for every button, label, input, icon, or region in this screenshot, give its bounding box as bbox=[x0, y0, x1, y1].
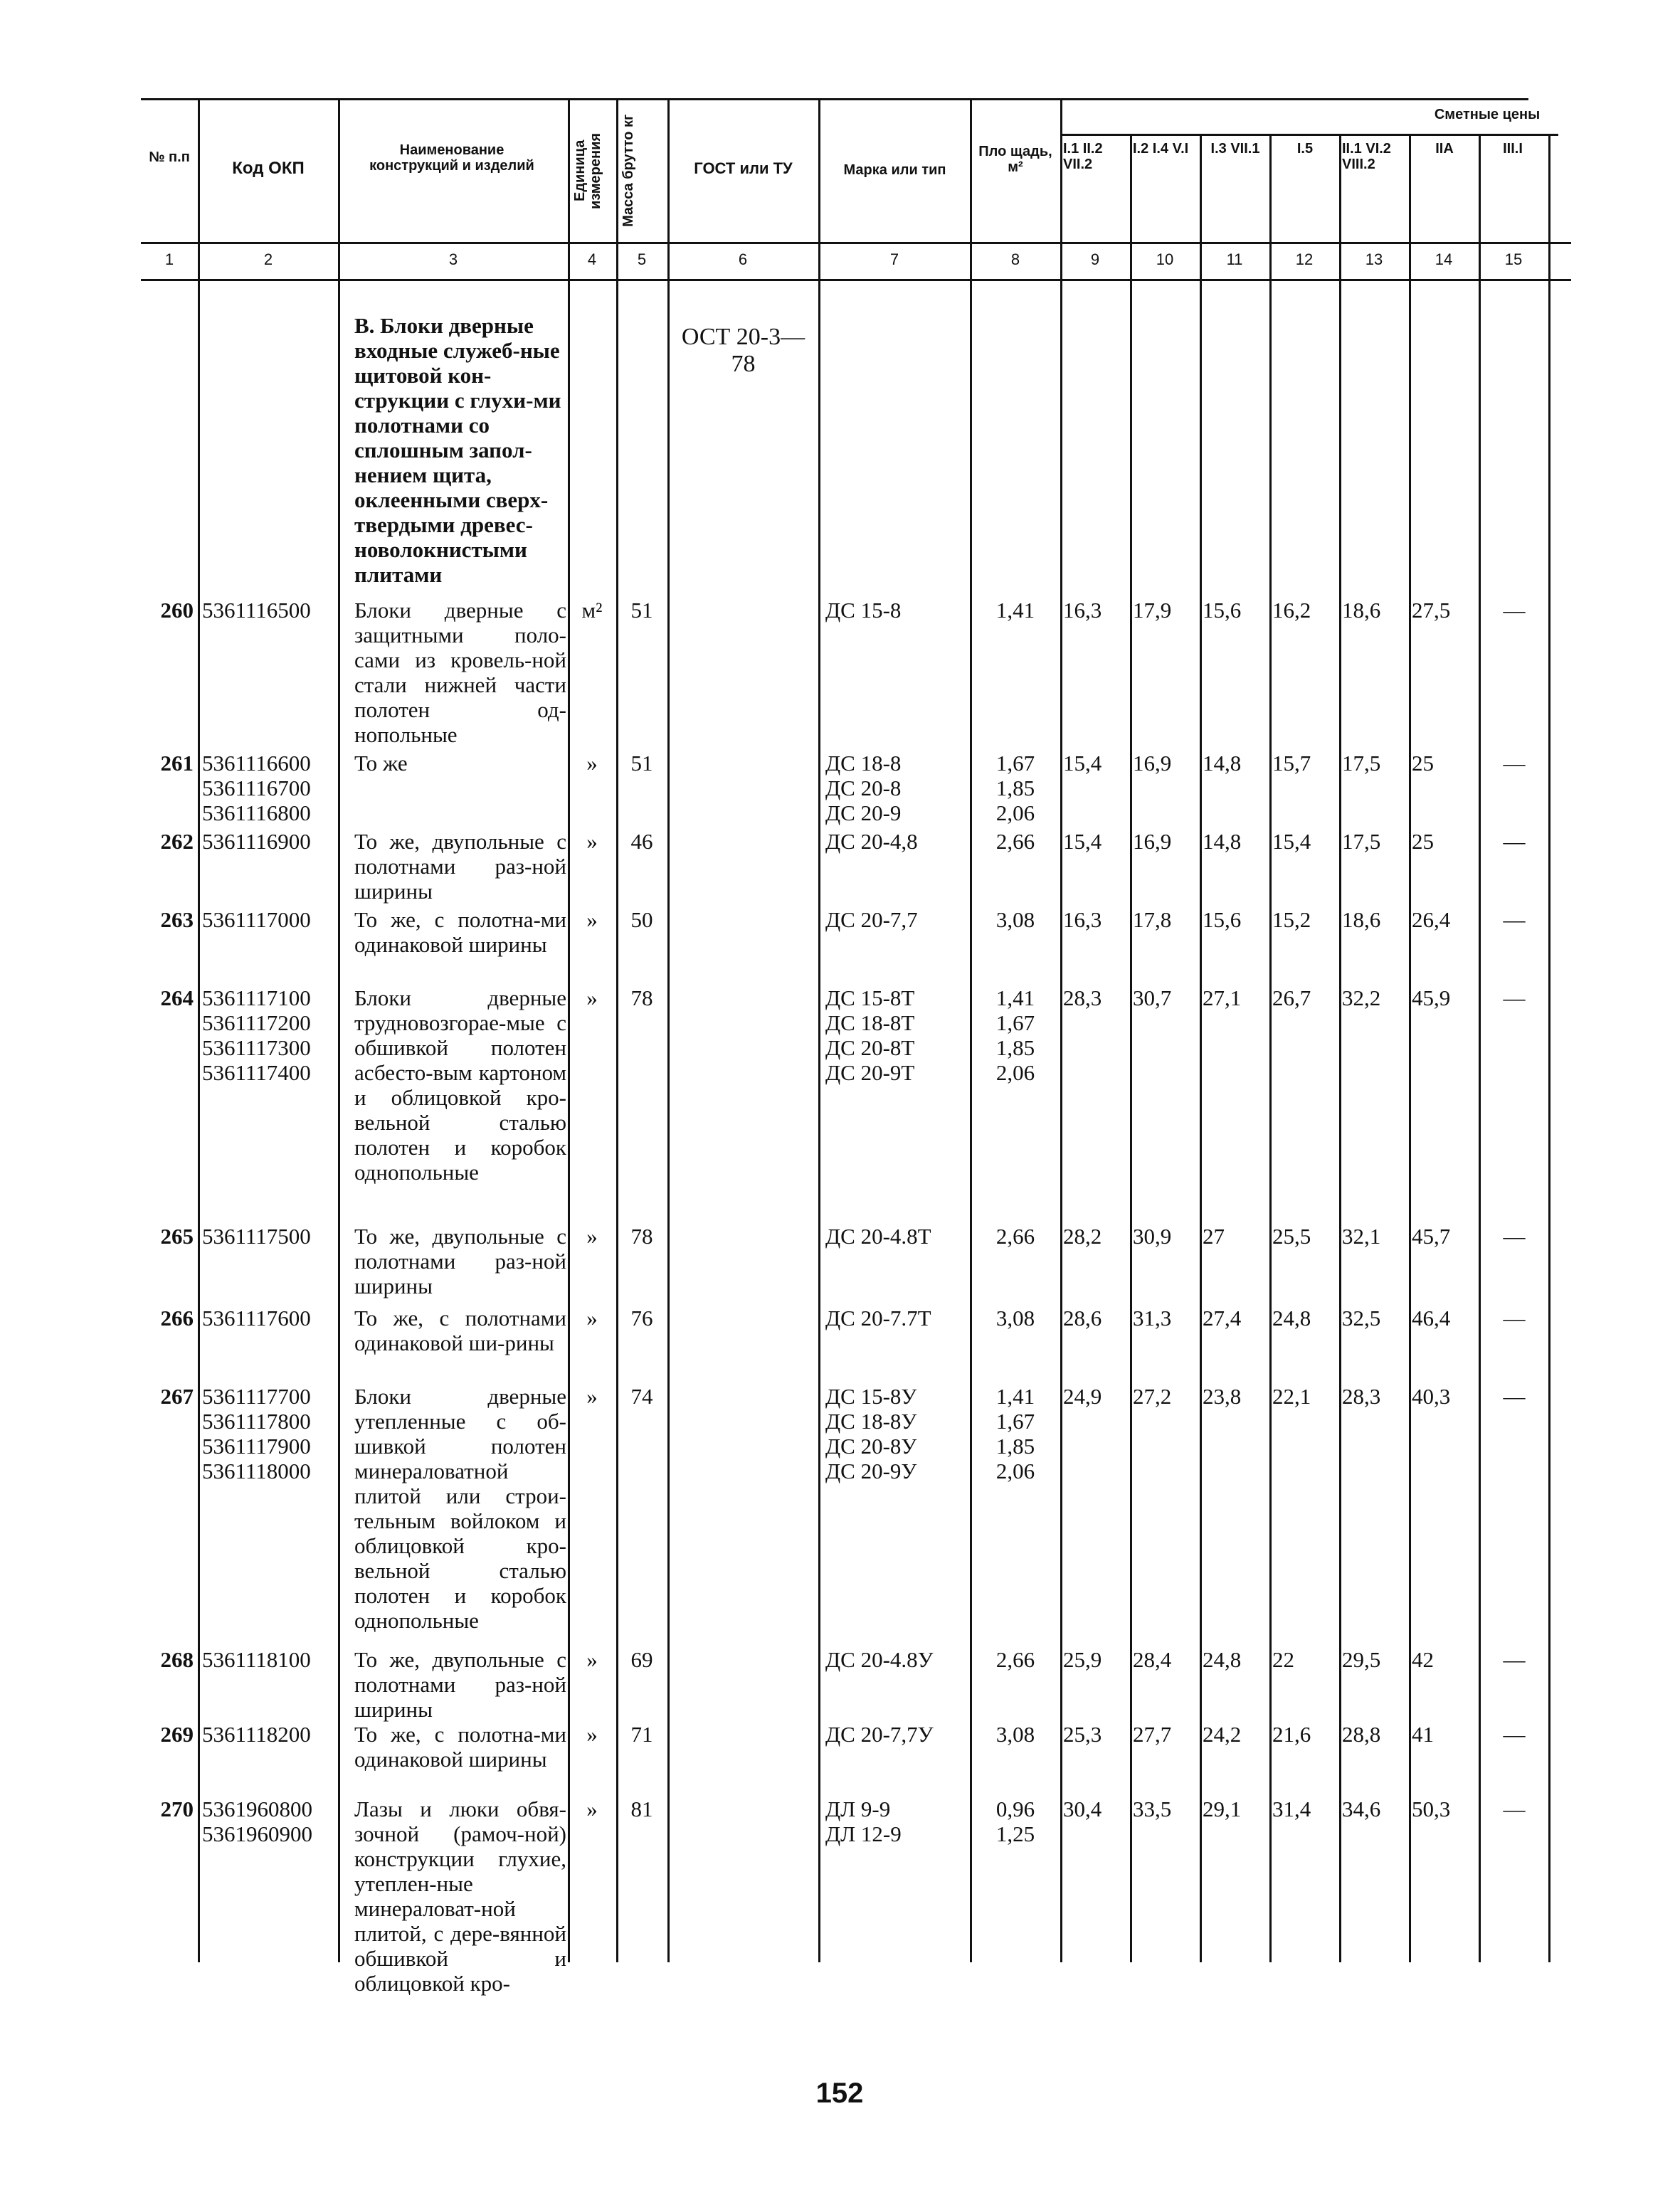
mass: 50 bbox=[630, 907, 653, 932]
col-rule bbox=[616, 98, 618, 1962]
price-col-14: 25 bbox=[1412, 751, 1434, 776]
mark-type: ДС 20-7,7 bbox=[825, 907, 918, 932]
price-col-11: 24,2 bbox=[1203, 1722, 1242, 1747]
price-col-10: 16,9 bbox=[1133, 751, 1172, 776]
col-header-9: I.1 II.2 VII.2 bbox=[1063, 141, 1103, 172]
section-title: В. Блоки дверные входные служеб-ные щитовой кон-струкции с глухи-ми полотнами со сплошным запол-нением щита, оклеенными сверх-твердыми древес-новолокнистыми плитами bbox=[354, 313, 561, 587]
price-col-10: 17,9 bbox=[1133, 598, 1172, 623]
mark-type: ДС 20-4.8У bbox=[825, 1647, 934, 1672]
price-col-15: — bbox=[1503, 1384, 1526, 1409]
col-header-code: Код ОКП bbox=[232, 159, 305, 178]
okp-code: 5361117500 bbox=[202, 1224, 311, 1249]
okp-code: 5361117100 5361117200 5361117300 5361117400 bbox=[202, 985, 311, 1085]
row-number: 264 bbox=[160, 985, 194, 1010]
price-group-title: Сметные цены bbox=[1434, 107, 1541, 122]
col-number: 8 bbox=[1010, 250, 1020, 268]
area: 0,96 1,25 bbox=[995, 1797, 1035, 1846]
area: 2,66 bbox=[995, 1224, 1035, 1249]
price-col-9: 28,3 bbox=[1063, 985, 1102, 1010]
col-rule bbox=[568, 98, 570, 1962]
col-header-10: I.2 I.4 V.I bbox=[1133, 141, 1189, 157]
area: 1,41 bbox=[995, 598, 1035, 623]
col-number: 12 bbox=[1295, 250, 1314, 268]
price-col-11: 14,8 bbox=[1203, 751, 1242, 776]
price-col-9: 25,3 bbox=[1063, 1722, 1102, 1747]
price-col-10: 27,2 bbox=[1133, 1384, 1172, 1409]
col-header-no: № п.п bbox=[149, 149, 190, 165]
item-name: То же, с полотнами одинаковой ши-рины bbox=[354, 1306, 566, 1355]
mass: 46 bbox=[630, 829, 653, 854]
mark-type: ДС 15-8 bbox=[825, 598, 902, 623]
unit: » bbox=[586, 907, 598, 932]
okp-code: 5361118100 bbox=[202, 1647, 311, 1672]
price-col-12: 24,8 bbox=[1272, 1306, 1311, 1330]
price-col-13: 18,6 bbox=[1342, 598, 1381, 623]
price-col-11: 14,8 bbox=[1203, 829, 1242, 854]
area: 2,66 bbox=[995, 829, 1035, 854]
area: 2,66 bbox=[995, 1647, 1035, 1672]
col-number: 1 bbox=[164, 250, 174, 268]
col-header-13: II.1 VI.2 VIII.2 bbox=[1342, 141, 1391, 172]
price-col-10: 17,8 bbox=[1133, 907, 1172, 932]
price-col-12: 25,5 bbox=[1272, 1224, 1311, 1249]
row-number: 266 bbox=[160, 1306, 194, 1330]
col-number: 3 bbox=[448, 250, 458, 268]
unit: » bbox=[586, 1647, 598, 1672]
price-col-12: 26,7 bbox=[1272, 985, 1311, 1010]
mark-type: ДЛ 9-9 ДЛ 12-9 bbox=[825, 1797, 902, 1846]
mass: 69 bbox=[630, 1647, 653, 1672]
col-header-unit: Единица измерения bbox=[572, 132, 603, 209]
item-name: То же, двупольные с полотнами раз-ной ширины bbox=[354, 1224, 566, 1298]
col-header-11: I.3 VII.1 bbox=[1210, 141, 1260, 157]
mark-type: ДС 20-4.8Т bbox=[825, 1224, 931, 1249]
table-top-rule bbox=[141, 98, 1528, 100]
price-col-9: 25,9 bbox=[1063, 1647, 1102, 1672]
unit: » bbox=[586, 1797, 598, 1821]
mark-type: ДС 20-7,7У bbox=[825, 1722, 934, 1747]
price-col-10: 16,9 bbox=[1133, 829, 1172, 854]
price-col-10: 30,9 bbox=[1133, 1224, 1172, 1249]
price-col-13: 17,5 bbox=[1342, 829, 1381, 854]
price-col-9: 15,4 bbox=[1063, 829, 1102, 854]
area: 3,08 bbox=[995, 907, 1035, 932]
mass: 74 bbox=[630, 1384, 653, 1409]
col-number: 4 bbox=[587, 250, 597, 268]
price-col-9: 28,2 bbox=[1063, 1224, 1102, 1249]
col-rule bbox=[818, 98, 820, 1962]
mark-type: ДС 15-8Т ДС 18-8Т ДС 20-8Т ДС 20-9Т bbox=[825, 985, 915, 1085]
price-col-15: — bbox=[1503, 985, 1526, 1010]
price-col-14: 46,4 bbox=[1412, 1306, 1451, 1330]
price-col-14: 40,3 bbox=[1412, 1384, 1451, 1409]
row-number: 261 bbox=[160, 751, 194, 776]
price-col-15: — bbox=[1503, 751, 1526, 776]
price-col-11: 23,8 bbox=[1203, 1384, 1242, 1409]
col-rule bbox=[1060, 98, 1062, 1962]
mass: 71 bbox=[630, 1722, 653, 1747]
item-name: Лазы и люки обвя-зочной (рамоч-ной) конструкции глухие, утеплен-ные минераловат-ной плитой, с дере-вянной обшивкой и облицовкой кро- bbox=[354, 1797, 566, 1996]
mass: 51 bbox=[630, 751, 653, 776]
price-col-9: 16,3 bbox=[1063, 907, 1102, 932]
okp-code: 5361116600 5361116700 5361116800 bbox=[202, 751, 311, 825]
price-col-12: 22,1 bbox=[1272, 1384, 1311, 1409]
price-col-13: 29,5 bbox=[1342, 1647, 1381, 1672]
mass: 78 bbox=[630, 1224, 653, 1249]
mass: 51 bbox=[630, 598, 653, 623]
col-number: 5 bbox=[637, 250, 647, 268]
page-number: 152 bbox=[815, 2078, 864, 2109]
col-rule bbox=[1200, 134, 1202, 1962]
okp-code: 5361117000 bbox=[202, 907, 311, 932]
mark-type: ДС 15-8У ДС 18-8У ДС 20-8У ДС 20-9У bbox=[825, 1384, 917, 1483]
price-col-13: 34,6 bbox=[1342, 1797, 1381, 1821]
price-col-12: 22 bbox=[1272, 1647, 1294, 1672]
price-col-11: 15,6 bbox=[1203, 907, 1242, 932]
col-rule bbox=[1269, 134, 1272, 1962]
col-number: 14 bbox=[1435, 250, 1453, 268]
price-col-13: 32,1 bbox=[1342, 1224, 1381, 1249]
price-col-12: 21,6 bbox=[1272, 1722, 1311, 1747]
okp-code: 5361118200 bbox=[202, 1722, 311, 1747]
okp-code: 5361117700 5361117800 5361117900 5361118000 bbox=[202, 1384, 311, 1483]
price-col-13: 18,6 bbox=[1342, 907, 1381, 932]
mass: 78 bbox=[630, 985, 653, 1010]
row-number: 263 bbox=[160, 907, 194, 932]
col-rule bbox=[1548, 134, 1550, 1962]
price-col-15: — bbox=[1503, 907, 1526, 932]
row-number: 267 bbox=[160, 1384, 194, 1409]
area: 1,41 1,67 1,85 2,06 bbox=[995, 1384, 1035, 1483]
col-header-15: III.I bbox=[1503, 141, 1523, 157]
price-col-15: — bbox=[1503, 1797, 1526, 1821]
okp-code: 5361117600 bbox=[202, 1306, 311, 1330]
price-col-13: 17,5 bbox=[1342, 751, 1381, 776]
unit: м² bbox=[581, 598, 603, 623]
price-col-14: 45,7 bbox=[1412, 1224, 1451, 1249]
price-col-10: 30,7 bbox=[1133, 985, 1172, 1010]
row-number: 262 bbox=[160, 829, 194, 854]
price-col-14: 41 bbox=[1412, 1722, 1434, 1747]
unit: » bbox=[586, 1722, 598, 1747]
unit: » bbox=[586, 1306, 598, 1330]
mark-type: ДС 20-4,8 bbox=[825, 829, 918, 854]
price-col-11: 27,1 bbox=[1203, 985, 1242, 1010]
price-col-12: 31,4 bbox=[1272, 1797, 1311, 1821]
numbers-bottom-rule bbox=[141, 279, 1571, 281]
col-header-14: IIA bbox=[1435, 141, 1454, 157]
item-name: Блоки дверные с защитными поло-сами из кровель-ной стали нижней части полотен од-нопольные bbox=[354, 598, 566, 747]
price-col-13: 28,8 bbox=[1342, 1722, 1381, 1747]
price-col-15: — bbox=[1503, 1722, 1526, 1747]
okp-code: 5361960800 5361960900 bbox=[202, 1797, 312, 1846]
section-gost: ОСТ 20-3—78 bbox=[681, 324, 805, 377]
okp-code: 5361116500 bbox=[202, 598, 311, 623]
price-col-15: — bbox=[1503, 1224, 1526, 1249]
price-col-9: 30,4 bbox=[1063, 1797, 1102, 1821]
price-col-11: 24,8 bbox=[1203, 1647, 1242, 1672]
unit: » bbox=[586, 1384, 598, 1409]
item-name: Блоки дверные утепленные с об-шивкой полотен минераловатной плитой или строи-тельным войлоком и облицовкой кро-вельной сталью полотен и коробок однопольные bbox=[354, 1384, 566, 1633]
col-header-mark: Марка или тип bbox=[843, 162, 946, 178]
col-number: 10 bbox=[1156, 250, 1174, 268]
price-col-15: — bbox=[1503, 1647, 1526, 1672]
price-col-11: 15,6 bbox=[1203, 598, 1242, 623]
row-number: 270 bbox=[160, 1797, 194, 1821]
price-col-12: 16,2 bbox=[1272, 598, 1311, 623]
price-col-14: 27,5 bbox=[1412, 598, 1451, 623]
price-col-14: 26,4 bbox=[1412, 907, 1451, 932]
row-number: 260 bbox=[160, 598, 194, 623]
col-rule bbox=[667, 98, 670, 1962]
price-col-15: — bbox=[1503, 1306, 1526, 1330]
col-header-name: Наименование конструкций и изделий bbox=[369, 142, 534, 174]
price-col-14: 45,9 bbox=[1412, 985, 1451, 1010]
price-col-10: 31,3 bbox=[1133, 1306, 1172, 1330]
price-col-9: 16,3 bbox=[1063, 598, 1102, 623]
price-col-14: 50,3 bbox=[1412, 1797, 1451, 1821]
col-rule bbox=[1409, 134, 1411, 1962]
mass: 81 bbox=[630, 1797, 653, 1821]
price-col-12: 15,7 bbox=[1272, 751, 1311, 776]
col-rule bbox=[970, 98, 972, 1962]
okp-code: 5361116900 bbox=[202, 829, 311, 854]
col-rule bbox=[338, 98, 340, 1962]
mark-type: ДС 20-7.7Т bbox=[825, 1306, 931, 1330]
item-name: То же, двупольные с полотнами раз-ной ширины bbox=[354, 829, 566, 904]
item-name: То же, с полотна-ми одинаковой ширины bbox=[354, 1722, 566, 1772]
unit: » bbox=[586, 751, 598, 776]
price-col-11: 29,1 bbox=[1203, 1797, 1242, 1821]
col-header-12: I.5 bbox=[1296, 141, 1314, 157]
item-name: То же bbox=[354, 751, 408, 776]
price-col-14: 25 bbox=[1412, 829, 1434, 854]
col-header-mass: Масса брутто кг bbox=[620, 114, 636, 228]
unit: » bbox=[586, 829, 598, 854]
unit: » bbox=[586, 1224, 598, 1249]
row-number: 268 bbox=[160, 1647, 194, 1672]
price-col-12: 15,4 bbox=[1272, 829, 1311, 854]
area: 1,67 1,85 2,06 bbox=[995, 751, 1035, 825]
col-number: 11 bbox=[1226, 250, 1243, 268]
col-number: 15 bbox=[1504, 250, 1523, 268]
price-col-9: 24,9 bbox=[1063, 1384, 1102, 1409]
mass: 76 bbox=[630, 1306, 653, 1330]
price-col-14: 42 bbox=[1412, 1647, 1434, 1672]
price-col-11: 27 bbox=[1203, 1224, 1225, 1249]
price-col-9: 15,4 bbox=[1063, 751, 1102, 776]
row-number: 265 bbox=[160, 1224, 194, 1249]
mark-type: ДС 18-8 ДС 20-8 ДС 20-9 bbox=[825, 751, 902, 825]
area: 3,08 bbox=[995, 1722, 1035, 1747]
item-name: То же, с полотна-ми одинаковой ширины bbox=[354, 907, 566, 957]
price-col-9: 28,6 bbox=[1063, 1306, 1102, 1330]
area: 3,08 bbox=[995, 1306, 1035, 1330]
col-rule bbox=[1479, 134, 1481, 1962]
col-rule bbox=[1339, 134, 1341, 1962]
area: 1,41 1,67 1,85 2,06 bbox=[995, 985, 1035, 1085]
header-bottom-rule bbox=[141, 242, 1571, 244]
col-number: 6 bbox=[738, 250, 748, 268]
price-col-15: — bbox=[1503, 829, 1526, 854]
col-rule bbox=[1130, 134, 1132, 1962]
col-header-area: Пло щадь, м² bbox=[978, 144, 1052, 175]
item-name: То же, двупольные с полотнами раз-ной ширины bbox=[354, 1647, 566, 1722]
price-group-rule bbox=[1060, 134, 1558, 136]
row-number: 269 bbox=[160, 1722, 194, 1747]
price-col-13: 32,5 bbox=[1342, 1306, 1381, 1330]
price-col-15: — bbox=[1503, 598, 1526, 623]
price-col-10: 33,5 bbox=[1133, 1797, 1172, 1821]
col-number: 2 bbox=[263, 250, 273, 268]
price-col-13: 28,3 bbox=[1342, 1384, 1381, 1409]
price-col-11: 27,4 bbox=[1203, 1306, 1242, 1330]
price-col-10: 28,4 bbox=[1133, 1647, 1172, 1672]
price-col-12: 15,2 bbox=[1272, 907, 1311, 932]
col-header-gost: ГОСТ или ТУ bbox=[694, 159, 793, 177]
col-rule bbox=[198, 98, 200, 1962]
price-col-13: 32,2 bbox=[1342, 985, 1381, 1010]
unit: » bbox=[586, 985, 598, 1010]
item-name: Блоки дверные трудновозгорае-мые с обшивкой полотен асбесто-вым картоном и облицовкой кро-вельной сталью полотен и коробок однопольные bbox=[354, 985, 566, 1185]
col-number: 7 bbox=[889, 250, 899, 268]
col-number: 9 bbox=[1090, 250, 1100, 268]
price-col-10: 27,7 bbox=[1133, 1722, 1172, 1747]
col-number: 13 bbox=[1365, 250, 1383, 268]
